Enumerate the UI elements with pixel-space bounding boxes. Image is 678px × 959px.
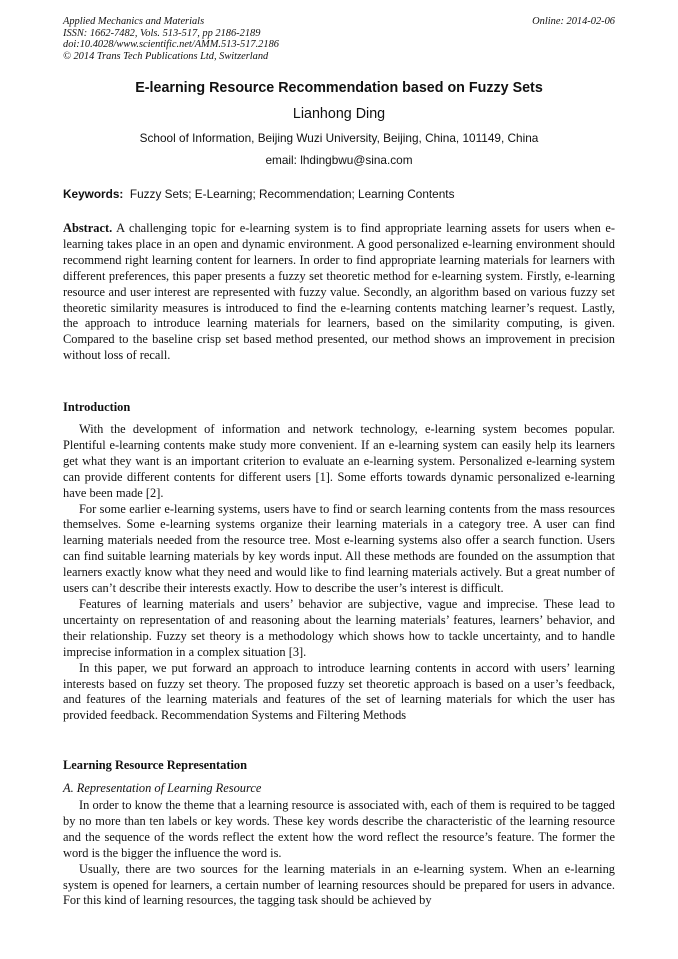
introduction-body bbox=[63, 422, 615, 724]
keywords-label: Keywords: bbox=[63, 187, 124, 201]
keywords-line bbox=[63, 187, 454, 201]
paragraph: In order to know the theme that a learning resource is associated with, each of them is required to be tagged by no more than ten labels or key words. These key words describe the characteristic of the learning resource and the sequence of the words reflect the extent how the word reflect the resource’s feature. The former the word is the bigger the influence the word is. bbox=[63, 798, 615, 860]
copyright-line: © 2014 Trans Tech Publications Ltd, Switzerland bbox=[63, 50, 269, 62]
abstract-label: Abstract. bbox=[63, 221, 113, 235]
paragraph: For some earlier e-learning systems, users have to find or search learning contents from the mass resources themselves. Some e-learning systems organize their learning materials in a category tree. A user can find learning materials needed from the resource tree. Most e-learning systems also offer a search function. Users can find suitable learning materials by key words input. All these methods are founded on the assumption that learners exactly know what they need and would like to find learning materials actively. But a great number of users can’t describe their interests exactly. How to describe the user’s interest is difficult. bbox=[63, 501, 615, 596]
section-heading-representation: Learning Resource Representation bbox=[63, 758, 248, 772]
subsection-heading: A. Representation of Learning Resource bbox=[63, 781, 262, 795]
online-date: Online: 2014-02-06 bbox=[532, 16, 615, 27]
journal-name: Applied Mechanics and Materials bbox=[63, 16, 205, 27]
journal-header bbox=[63, 16, 279, 62]
affiliation: School of Information, Beijing Wuzi University, Beijing, China, 101149, China bbox=[139, 131, 539, 145]
paragraph: With the development of information and network technology, e-learning system becomes popular. Plentiful e-learning contents make study more convenient. If an e-learning system can easily help its learners get what they want is an important criterion to evaluate an e-learning system. Personalized e-learning system can provide different contents for different users [1]. Some efforts towards dynamic personalized e-learning have been made [2]. bbox=[63, 422, 615, 500]
author-email: email: lhdingbwu@sina.com bbox=[265, 153, 413, 167]
author-name: Lianhong Ding bbox=[292, 106, 386, 122]
abstract bbox=[63, 221, 615, 364]
doi-line: doi:10.4028/www.scientific.net/AMM.513-517.2186 bbox=[63, 39, 279, 51]
issn-line: ISSN: 1662-7482, Vols. 513-517, pp 2186-2189 bbox=[63, 27, 261, 39]
section-heading-introduction: Introduction bbox=[63, 400, 131, 414]
paragraph: Usually, there are two sources for the learning materials in an e-learning system. When an e-learning system is opened for learners, a certain number of learning resources should be prepared for users in advance. For this kind of learning resources, the tagging task should be achieved by bbox=[63, 861, 615, 908]
keywords-text: Fuzzy Sets; E-Learning; Recommendation; Learning Contents bbox=[129, 187, 455, 201]
paper-title: E-learning Resource Recommendation based on Fuzzy Sets bbox=[135, 80, 543, 96]
paragraph: Features of learning materials and users’ behavior are subjective, vague and imprecise. These lead to uncertainty on representation of and reasoning about the learning materials’ features, learners’ behavior, and their relationship. Fuzzy set theory is a methodology which shows how to tackle uncertainty, and to handle imprecise information in a complex situation [3]. bbox=[63, 596, 615, 659]
representation-body bbox=[63, 798, 615, 909]
abstract-text: A challenging topic for e-learning system is to find appropriate learning assets for users when e-learning takes place in an open and dynamic environment. A good personalized e-learning environment should recommend right learning content for learners. In order to find appropriate learning materials for learners with different preferences, this paper presents a fuzzy set theoretic method for e-learning system. Firstly, e-learning resource and user interest are represented with fuzzy value. Secondly, an algorithm based on various fuzzy set theoretic similarity measures is introduced to find the e-learning contents matching learner’s request. Lastly, the approach to introduce learning materials for learners, based on the similarity computing, is given. Compared to the baseline crisp set based method presented, our method shows an improvement in precision without loss of recall. bbox=[63, 221, 615, 363]
paragraph: In this paper, we put forward an approach to introduce learning contents in accord with users’ learning interests based on fuzzy set theory. The proposed fuzzy set theoretic approach is based on a user’s feedback, and features of the learning materials and features of the set of learning materials for which the user has provided feedback. Recommendation Systems and Filtering Methods bbox=[63, 660, 615, 723]
